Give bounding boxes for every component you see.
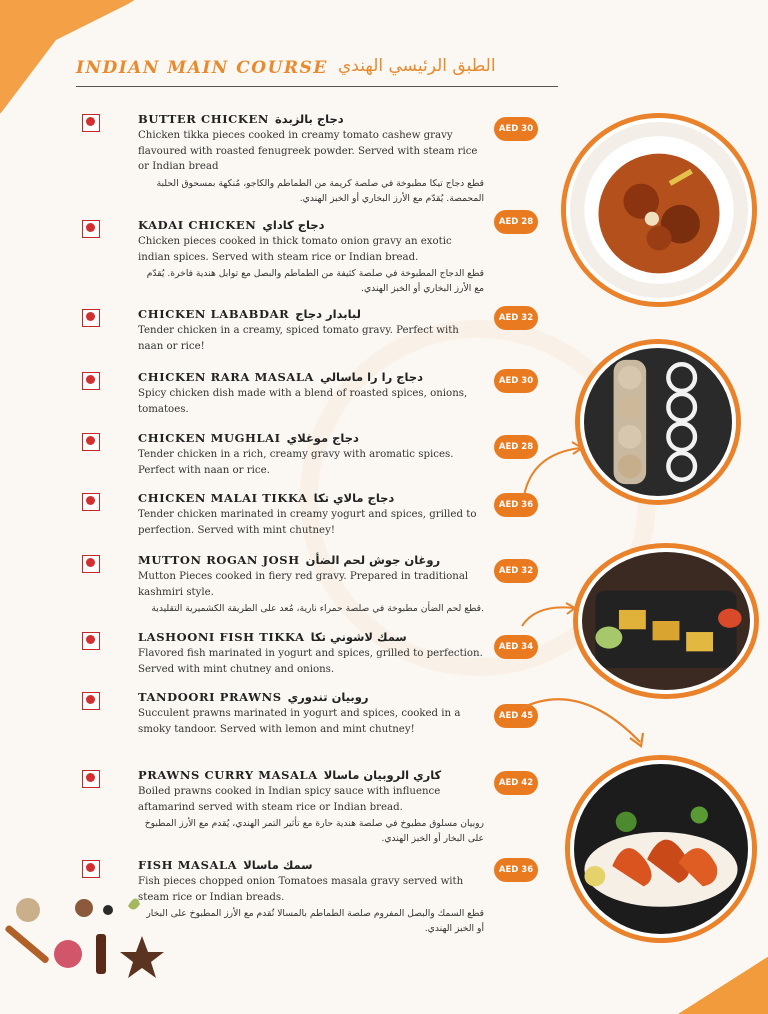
price-badge: AED 30 (494, 117, 538, 141)
item-description: Boiled prawns cooked in Indian spicy sauce with influence aftamarind served with steam rice or Indian bread. (138, 786, 441, 813)
corner-decoration-bottom-right (678, 944, 768, 1014)
item-description: Tender chicken in a creamy, spiced tomato gravy. Perfect with naan or rice! (138, 325, 459, 352)
item-description: Chicken pieces cooked in thick tomato onion gravy an exotic indian spices. Served with steam rice or Indian bread. (138, 236, 452, 263)
item-description-ar: قطع الدجاج المطبوخة في صلصة كثيفة من الطماطم والبصل مع توابل هندية فاخرة. يُقدّم مع الأرز البخاري أو الخبز الهندي. (146, 268, 484, 294)
item-description: Flavored fish marinated in yogurt and spices, grilled to perfection. Served with mint chutney and onions. (138, 648, 483, 675)
item-description: Tender chicken marinated in creamy yogurt and spices, grilled to perfection. Served with mint chutney! (138, 509, 477, 536)
non-veg-mark-icon (82, 114, 100, 132)
price-badge: AED 28 (494, 435, 538, 459)
item-name: MUTTON ROGAN JOSH روغان جوش لحم الضأن (138, 553, 441, 567)
non-veg-mark-icon (82, 372, 100, 390)
menu-title-ar: الطبق الرئيسي الهندي (338, 56, 496, 76)
butter-chicken-photo (566, 118, 752, 302)
price-badge: AED 32 (494, 306, 538, 330)
item-name: KADAI CHICKEN دجاج كاداي (138, 218, 325, 232)
non-veg-mark-icon (82, 860, 100, 878)
item-name: CHICKEN MUGHLAI دجاج موغلاي (138, 431, 359, 445)
item-name: TANDOORI PRAWNS روبيان تندوري (138, 690, 369, 704)
price-badge: AED 32 (494, 559, 538, 583)
malai-tikka-photo (580, 344, 736, 500)
tandoori-prawns-photo (570, 760, 752, 938)
item-name: CHICKEN RARA MASALA دجاج را را ماسالي (138, 370, 424, 384)
item-description: Succulent prawns marinated in yogurt and spices, cooked in a smoky tandoor. Served with lemon and mint chutney! (138, 708, 461, 735)
curved-arrow-icon (520, 600, 580, 630)
item-name: CHICKEN LABABDAR لبابدار دجاج (138, 307, 361, 321)
item-description: Mutton Pieces cooked in fiery red gravy. Prepared in traditional kashmiri style. (138, 571, 469, 598)
item-name: PRAWNS CURRY MASALA كاري الروبيان ماسالا (138, 768, 442, 782)
item-description: Tender chicken in a rich, creamy gravy with aromatic spices. Perfect with naan or rice. (138, 449, 454, 476)
item-description: Fish pieces chopped onion Tomatoes masala gravy served with steam rice or Indian breads. (138, 876, 464, 903)
non-veg-mark-icon (82, 220, 100, 238)
non-veg-mark-icon (82, 632, 100, 650)
price-badge: AED 28 (494, 210, 538, 234)
price-badge: AED 45 (494, 704, 538, 728)
item-description: Chicken tikka pieces cooked in creamy tomato cashew gravy flavoured with roasted fenugreek powder. Served with steam rice or Indian bread (138, 130, 478, 172)
non-veg-mark-icon (82, 770, 100, 788)
non-veg-mark-icon (82, 309, 100, 327)
item-description-ar: .قطع لحم الضأن مطبوخة في صلصة حمراء نارية، مُعد على الطريقة الكشميرية التقليدية (151, 603, 484, 614)
non-veg-mark-icon (82, 433, 100, 451)
price-badge: AED 30 (494, 369, 538, 393)
item-name: CHICKEN MALAI TIKKA دجاج مالاي تكا (138, 491, 395, 505)
price-badge: AED 36 (494, 858, 538, 882)
item-description-ar: قطع السمك والبصل المفروم صلصة الطماطم بالمسالا تُقدم مع الأرز المطبوخ على البخار أو الخبز الهندي. (146, 908, 484, 934)
curved-arrow-icon (520, 440, 590, 500)
item-name: LASHOONI FISH TIKKA سمك لاشوني تكا (138, 630, 407, 644)
price-badge: AED 34 (494, 635, 538, 659)
non-veg-mark-icon (82, 493, 100, 511)
spices-decoration (0, 880, 190, 994)
price-badge: AED 42 (494, 771, 538, 795)
item-description-ar: قطع دجاج تيكا مطبوخة في صلصة كريمة من الطماطم والكاجو، مُنكهة بمسحوق الحلبة المحمصة. يُقدّم مع الأرز البخاري أو الخبز الهندي. (156, 177, 484, 204)
fish-tikka-photo (578, 548, 754, 694)
item-name: BUTTER CHICKEN دجاج بالزبدة (138, 112, 344, 126)
curved-arrow-icon (520, 686, 650, 752)
menu-header (76, 56, 558, 87)
menu-title-en: INDIAN MAIN COURSE (76, 58, 328, 78)
item-name: FISH MASALA سمك ماسالا (138, 858, 313, 872)
non-veg-mark-icon (82, 692, 100, 710)
item-description: Spicy chicken dish made with a blend of roasted spices, onions, tomatoes. (138, 388, 468, 415)
non-veg-mark-icon (82, 555, 100, 573)
item-description-ar: روبيان مسلوق مطبوخ في صلصة هندية حارة مع تأثير التمر الهندي، يُقدم مع الأرز المطبوخ على البخار أو الخبز الهندي. (144, 818, 484, 844)
price-badge: AED 36 (494, 493, 538, 517)
